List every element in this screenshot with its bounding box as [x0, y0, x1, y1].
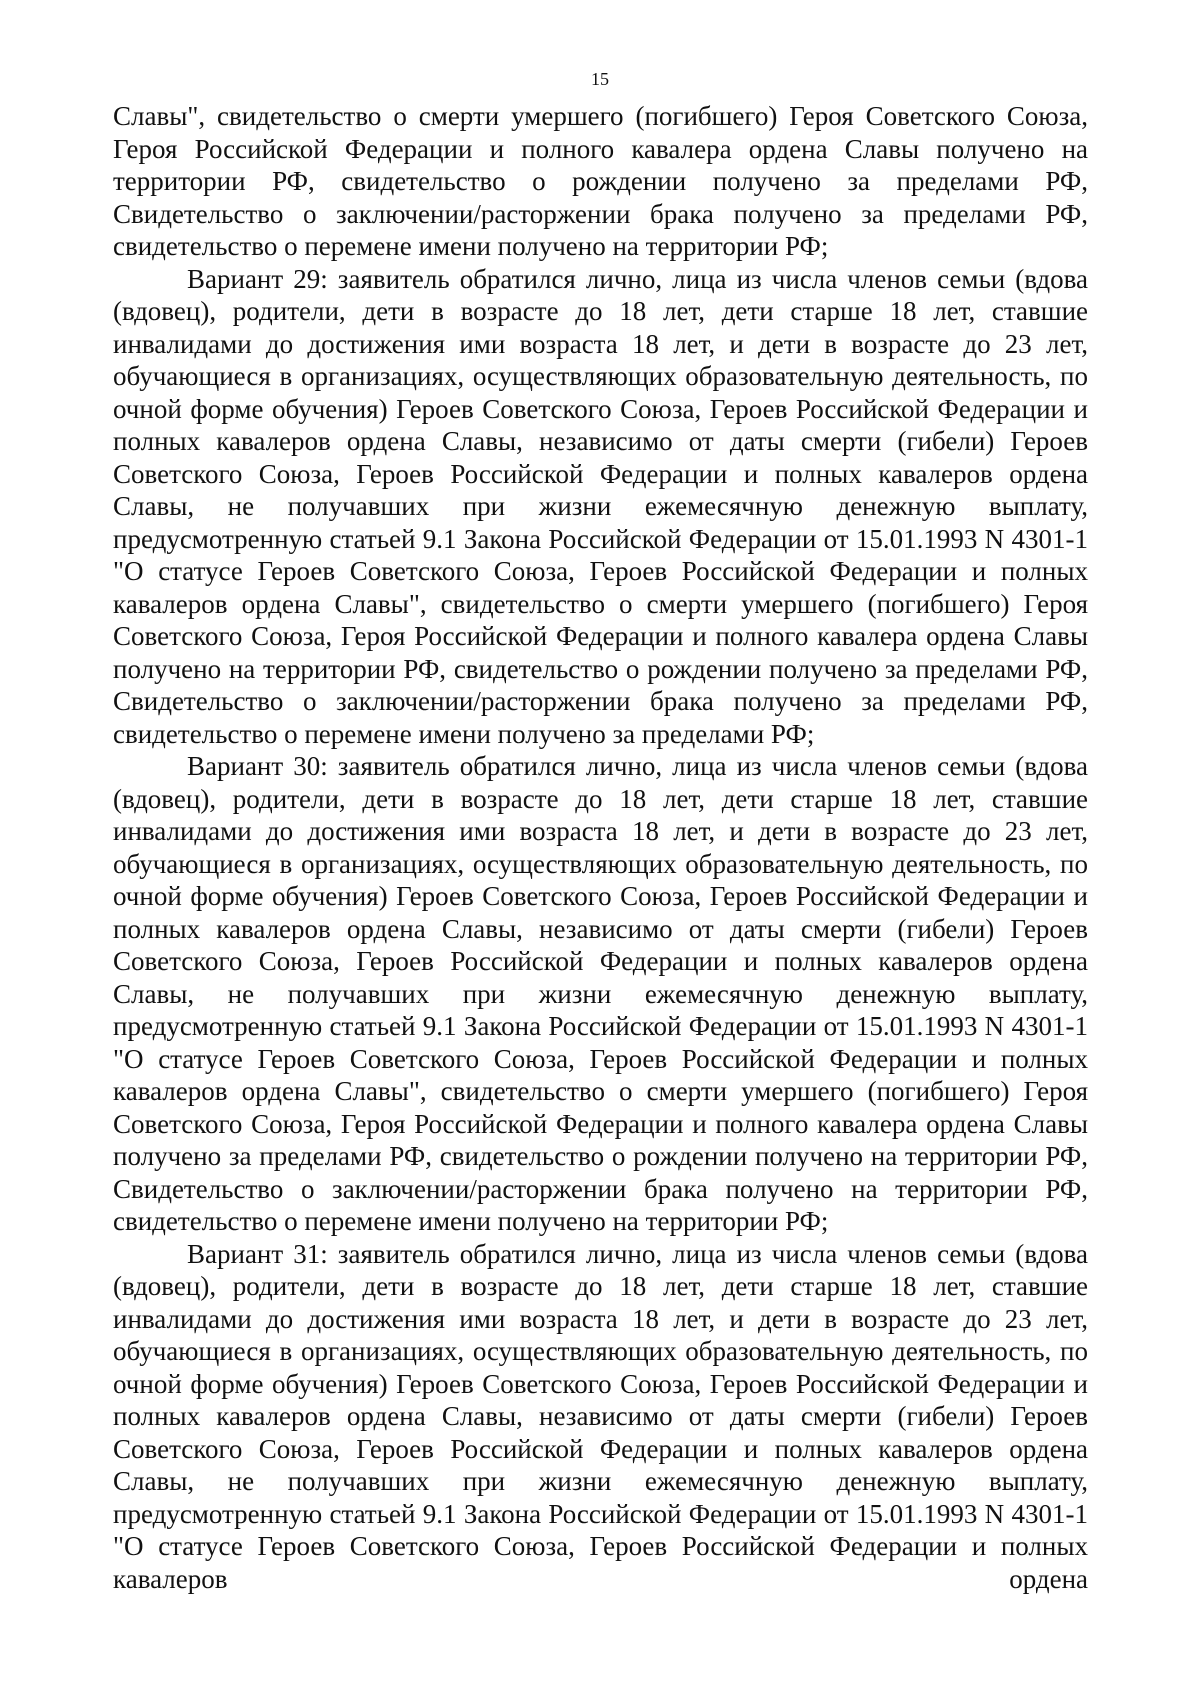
page-number: 15: [591, 69, 609, 89]
paragraph-continuation: Славы", свидетельство о смерти умершего (погибшего) Героя Советского Союза, Героя Российской Федерации и полного кавалера ордена Славы получено на территории РФ, свидетельство о рождении получено за пределами РФ, Свидетельство о заключении/расторжении брака получено за пределами РФ, свидетельство о перемене имени получено на территории РФ;: [113, 101, 1088, 261]
paragraph-variant-30: Вариант 30: заявитель обратился лично, лица из числа членов семьи (вдова (вдовец), родители, дети в возрасте до 18 лет, дети старше 18 лет, ставшие инвалидами до достижения ими возраста 18 лет, и дети в возрасте до 23 лет, обучающиеся в организациях, осуществляющих образовательную деятельность, по очной форме обучения) Героев Советского Союза, Героев Российской Федерации и полных кавалеров ордена Славы, независимо от даты смерти (гибели) Героев Советского Союза, Героев Российской Федерации и полных кавалеров ордена Славы, не получавших при жизни ежемесячную денежную выплату, предусмотренную статьей 9.1 Закона Российской Федерации от 15.01.1993 N 4301-1 "О статусе Героев Советского Союза, Героев Российской Федерации и полных кавалеров ордена Славы", свидетельство о смерти умершего (погибшего) Героя Советского Союза, Героя Российской Федерации и полного кавалера ордена Славы получено за пределами РФ, свидетельство о рождении получено на территории РФ, Свидетельство о заключении/расторжении брака получено на территории РФ, свидетельство о перемене имени получено на территории РФ;: [113, 751, 1088, 1236]
paragraph-variant-29: Вариант 29: заявитель обратился лично, лица из числа членов семьи (вдова (вдовец), родители, дети в возрасте до 18 лет, дети старше 18 лет, ставшие инвалидами до достижения ими возраста 18 лет, и дети в возрасте до 23 лет, обучающиеся в организациях, осуществляющих образовательную деятельность, по очной форме обучения) Героев Советского Союза, Героев Российской Федерации и полных кавалеров ордена Славы, независимо от даты смерти (гибели) Героев Советского Союза, Героев Российской Федерации и полных кавалеров ордена Славы, не получавших при жизни ежемесячную денежную выплату, предусмотренную статьей 9.1 Закона Российской Федерации от 15.01.1993 N 4301-1 "О статусе Героев Советского Союза, Героев Российской Федерации и полных кавалеров ордена Славы", свидетельство о смерти умершего (погибшего) Героя Советского Союза, Героя Российской Федерации и полного кавалера ордена Славы получено на территории РФ, свидетельство о рождении получено за пределами РФ, Свидетельство о заключении/расторжении брака получено за пределами РФ, свидетельство о перемене имени получено за пределами РФ;: [113, 263, 1088, 749]
document-body: [113, 100, 1088, 1595]
paragraph-variant-31: Вариант 31: заявитель обратился лично, лица из числа членов семьи (вдова (вдовец), родители, дети в возрасте до 18 лет, дети старше 18 лет, ставшие инвалидами до достижения ими возраста 18 лет, и дети в возрасте до 23 лет, обучающиеся в организациях, осуществляющих образовательную деятельность, по очной форме обучения) Героев Советского Союза, Героев Российской Федерации и полных кавалеров ордена Славы, независимо от даты смерти (гибели) Героев Советского Союза, Героев Российской Федерации и полных кавалеров ордена Славы, не получавших при жизни ежемесячную денежную выплату, предусмотренную статьей 9.1 Закона Российской Федерации от 15.01.1993 N 4301-1 "О статусе Героев Советского Союза, Героев Российской Федерации и полных кавалеров ордена: [113, 1238, 1088, 1594]
